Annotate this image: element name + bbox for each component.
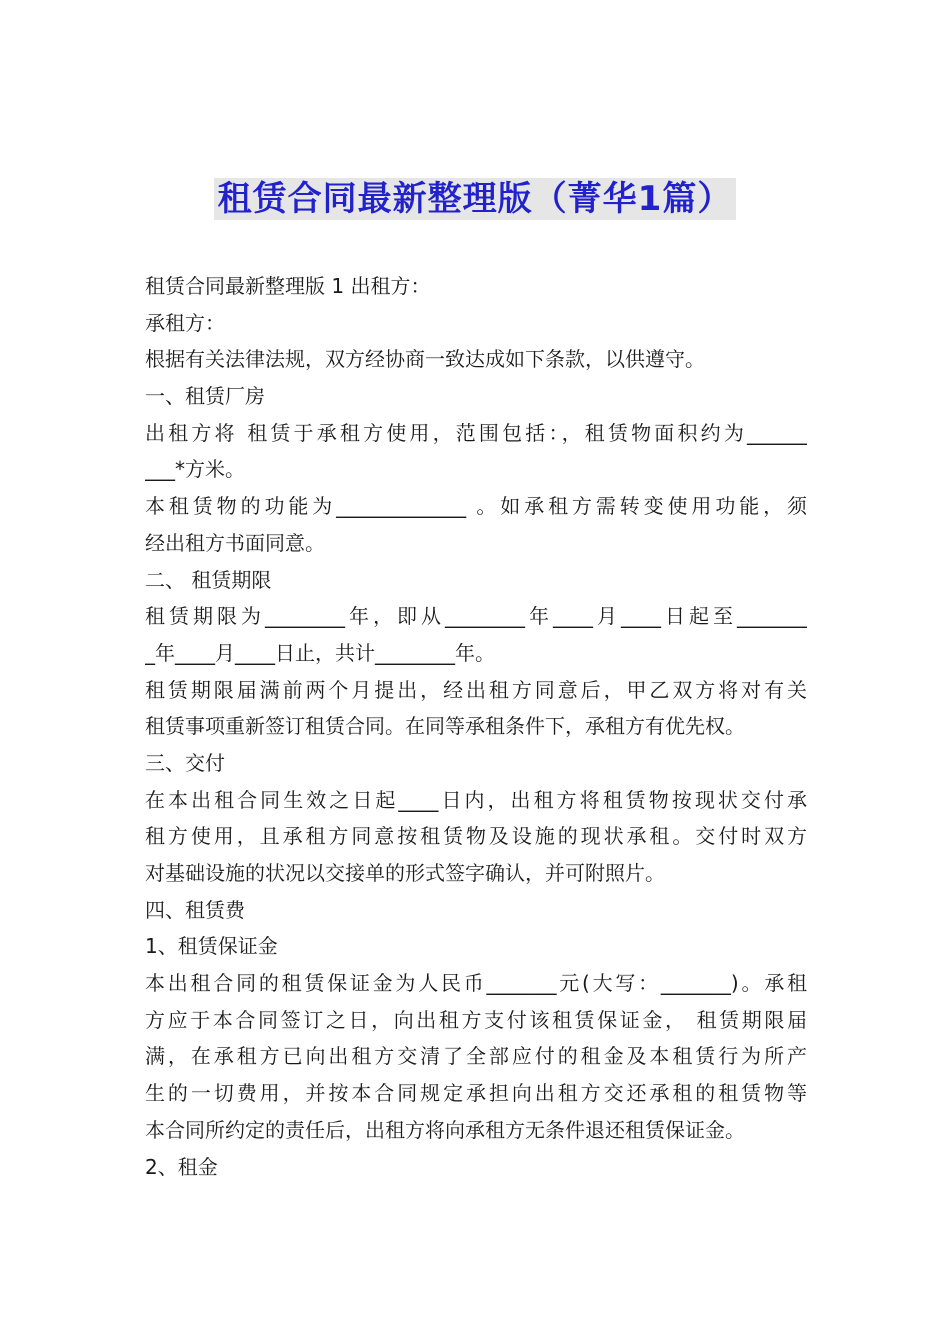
paragraph-line: _年____月____日止，共计________年。 (145, 640, 495, 665)
paragraph-line: ___*方米。 (145, 457, 245, 482)
section-heading: 三、交付 (145, 750, 225, 775)
paragraph-line: 租赁事项重新签订租赁合同。在同等承租条件下，承租方有优先权。 (145, 714, 745, 739)
section-heading: 四、租赁费 (145, 897, 245, 922)
paragraph-line: 对基础设施的状况以交接单的形式签字确认，并可附照片。 (145, 861, 665, 885)
document-title: 租赁合同最新整理版（菁华1篇） (214, 178, 737, 220)
document-body (145, 268, 807, 1185)
section-heading: 一、租赁厂房 (145, 384, 265, 409)
paragraph-line: 承租方： (145, 310, 225, 335)
subsection-heading: 2、租金 (145, 1154, 218, 1179)
paragraph-line: 本出租合同的租赁保证金为人民币_______元(大写：_______)。承租 (145, 971, 807, 996)
paragraph-line: 租赁期限届满前两个月提出，经出租方同意后，甲乙双方将对有关 (145, 677, 807, 702)
subsection-heading: 1、租赁保证金 (145, 934, 278, 959)
paragraph-line: 生的一切费用，并按本合同规定承担向出租方交还承租的租赁物等 (145, 1081, 807, 1106)
paragraph-line: 租赁合同最新整理版 1 出租方： (145, 274, 431, 298)
paragraph-line: 根据有关法律法规，双方经协商一致达成如下条款，以供遵守。 (145, 347, 705, 372)
paragraph-line: 本合同所约定的责任后，出租方将向承租方无条件退还租赁保证金。 (145, 1117, 745, 1142)
paragraph-line: 出租方将 租赁于承租方使用，范围包括：，租赁物面积约为______ (145, 420, 807, 445)
paragraph-line: 租方使用，且承租方同意按租赁物及设施的现状承租。交付时双方 (145, 824, 807, 849)
paragraph-line: 方应于本合同签订之日，向出租方支付该租赁保证金， 租赁期限届 (145, 1007, 807, 1032)
paragraph-line: 经出租方书面同意。 (145, 530, 325, 555)
paragraph-line: 租赁期限为________年，即从________年____月____日起至_______ (145, 604, 807, 629)
paragraph-line: 在本出租合同生效之日起____日内，出租方将租赁物按现状交付承 (145, 787, 807, 812)
title-container (0, 178, 950, 220)
paragraph-line: 本租赁物的功能为_____________ 。如承租方需转变使用功能，须 (145, 494, 807, 519)
paragraph-line: 满，在承租方已向出租方交清了全部应付的租金及本租赁行为所产 (145, 1044, 807, 1069)
section-heading: 二、 租赁期限 (145, 567, 272, 592)
